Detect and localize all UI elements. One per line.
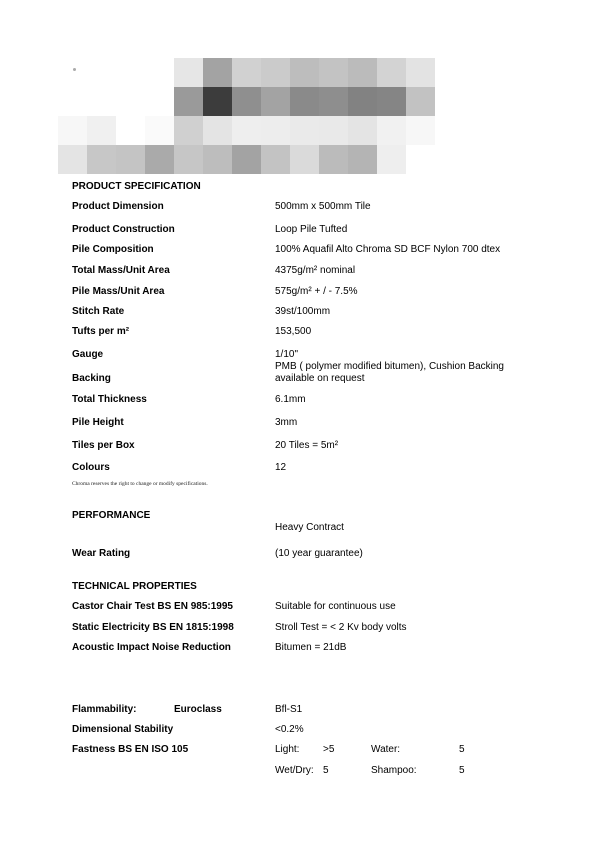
tech-value: Suitable for continuous use (275, 601, 396, 612)
mosaic-cell (174, 58, 203, 87)
spec-value: 39st/100mm (275, 306, 331, 317)
spec-label: Colours (72, 462, 110, 473)
tech-label: Castor Chair Test BS EN 985:1995 (72, 601, 233, 612)
flammability-sublabel: Euroclass (174, 704, 222, 715)
mosaic-cell (58, 145, 87, 174)
mosaic-cell (58, 116, 87, 145)
mosaic-cell (377, 87, 406, 116)
spec-label: Backing (72, 373, 111, 384)
mosaic-cell (145, 116, 174, 145)
mosaic-cell (348, 116, 377, 145)
mosaic-cell (406, 87, 435, 116)
spec-label: Stitch Rate (72, 306, 125, 317)
spec-value: 20 Tiles = 5m² (275, 440, 339, 451)
mosaic-cell (116, 58, 145, 87)
mosaic-cell (174, 116, 203, 145)
header-logo-image (58, 58, 436, 174)
mosaic-cell (377, 58, 406, 87)
flammability-label: Flammability: (72, 704, 137, 715)
spec-label: Pile Height (72, 417, 124, 428)
mosaic-cell (319, 58, 348, 87)
spec-label: Pile Mass/Unit Area (72, 286, 165, 297)
flammability-value: Bfl-S1 (275, 704, 303, 715)
dimensional-stability-value: <0.2% (275, 724, 304, 735)
mosaic-cell (145, 87, 174, 116)
section-title-performance: PERFORMANCE (72, 510, 151, 521)
fastness-label: Fastness BS EN ISO 105 (72, 744, 189, 755)
mosaic-cell (319, 87, 348, 116)
spec-value: 153,500 (275, 326, 312, 337)
mosaic-cell (87, 145, 116, 174)
mosaic-cell (145, 58, 174, 87)
mosaic-cell (319, 116, 348, 145)
spec-label: Pile Composition (72, 244, 154, 255)
mosaic-cell (58, 58, 87, 87)
mosaic-cell (174, 145, 203, 174)
mosaic-cell (290, 145, 319, 174)
mosaic-cell (203, 87, 232, 116)
tech-value: Bitumen = 21dB (275, 642, 347, 653)
mosaic-cell (377, 116, 406, 145)
mosaic-cell (406, 58, 435, 87)
mosaic-cell (290, 87, 319, 116)
wear-rating-label: Wear Rating (72, 548, 131, 559)
mosaic-cell (261, 87, 290, 116)
fastness-water-value: 5 (459, 744, 465, 755)
fastness-light-label: Light: (275, 744, 300, 755)
mosaic-cell (290, 58, 319, 87)
fastness-light-value: >5 (323, 744, 335, 755)
mosaic-cell (232, 87, 261, 116)
tech-label: Static Electricity BS EN 1815:1998 (72, 622, 234, 633)
mosaic-cell (116, 145, 145, 174)
mosaic-cell (203, 58, 232, 87)
mosaic-cell (290, 116, 319, 145)
fastness-wetdry-label: Wet/Dry: (275, 765, 314, 776)
mosaic-cell (58, 87, 87, 116)
spec-value: PMB ( polymer modified bitumen), Cushion Backing available on request (275, 361, 504, 384)
spec-label: Tiles per Box (72, 440, 135, 451)
mosaic-cell (87, 58, 116, 87)
spec-value: 575g/m² + / - 7.5% (275, 286, 358, 297)
mosaic-cell (232, 145, 261, 174)
mosaic-cell (348, 58, 377, 87)
mosaic-cell (87, 87, 116, 116)
fastness-water-label: Water: (371, 744, 401, 755)
mosaic-cell (116, 87, 145, 116)
mosaic-cell (203, 145, 232, 174)
mosaic-cell (348, 145, 377, 174)
mosaic-cell (377, 145, 406, 174)
fastness-wetdry-value: 5 (323, 765, 329, 776)
mosaic-cell (174, 87, 203, 116)
wear-rating-class: Heavy Contract (275, 522, 344, 533)
mosaic-cell (232, 116, 261, 145)
spec-value: 4375g/m² nominal (275, 265, 356, 276)
section-title-product-spec: PRODUCT SPECIFICATION (72, 181, 201, 192)
mosaic-cell (87, 116, 116, 145)
wear-rating-guarantee: (10 year guarantee) (275, 548, 363, 559)
mosaic-cell (203, 116, 232, 145)
spec-label: Product Dimension (72, 201, 164, 212)
mosaic-cell (261, 145, 290, 174)
mosaic-cell (232, 58, 261, 87)
mosaic-cell (406, 145, 435, 174)
spec-value: 12 (275, 462, 287, 473)
spec-value: Loop Pile Tufted (275, 224, 348, 235)
mosaic-cell (116, 116, 145, 145)
fastness-shampoo-value: 5 (459, 765, 465, 776)
spec-value: 1/10" (275, 349, 299, 360)
spec-label: Gauge (72, 349, 104, 360)
spec-label: Total Thickness (72, 394, 147, 405)
mosaic-cell (261, 58, 290, 87)
decorative-dot (73, 68, 76, 71)
section-title-technical: TECHNICAL PROPERTIES (72, 581, 197, 592)
spec-value: 100% Aquafil Alto Chroma SD BCF Nylon 700 dtex (275, 244, 501, 255)
spec-value: 500mm x 500mm Tile (275, 201, 371, 212)
mosaic-cell (348, 87, 377, 116)
mosaic-cell (261, 116, 290, 145)
dimensional-stability-label: Dimensional Stability (72, 724, 174, 735)
spec-value: 6.1mm (275, 394, 306, 405)
mosaic-cell (406, 116, 435, 145)
fastness-shampoo-label: Shampoo: (371, 765, 417, 776)
spec-label: Product Construction (72, 224, 175, 235)
tech-label: Acoustic Impact Noise Reduction (72, 642, 231, 653)
spec-value: 3mm (275, 417, 298, 428)
spec-label: Total Mass/Unit Area (72, 265, 170, 276)
disclaimer-note: Chroma reserves the right to change or modify specifications. (72, 481, 208, 487)
mosaic-cell (319, 145, 348, 174)
mosaic-cell (145, 145, 174, 174)
tech-value: Stroll Test = < 2 Kv body volts (275, 622, 407, 633)
spec-label: Tufts per m² (72, 326, 130, 337)
